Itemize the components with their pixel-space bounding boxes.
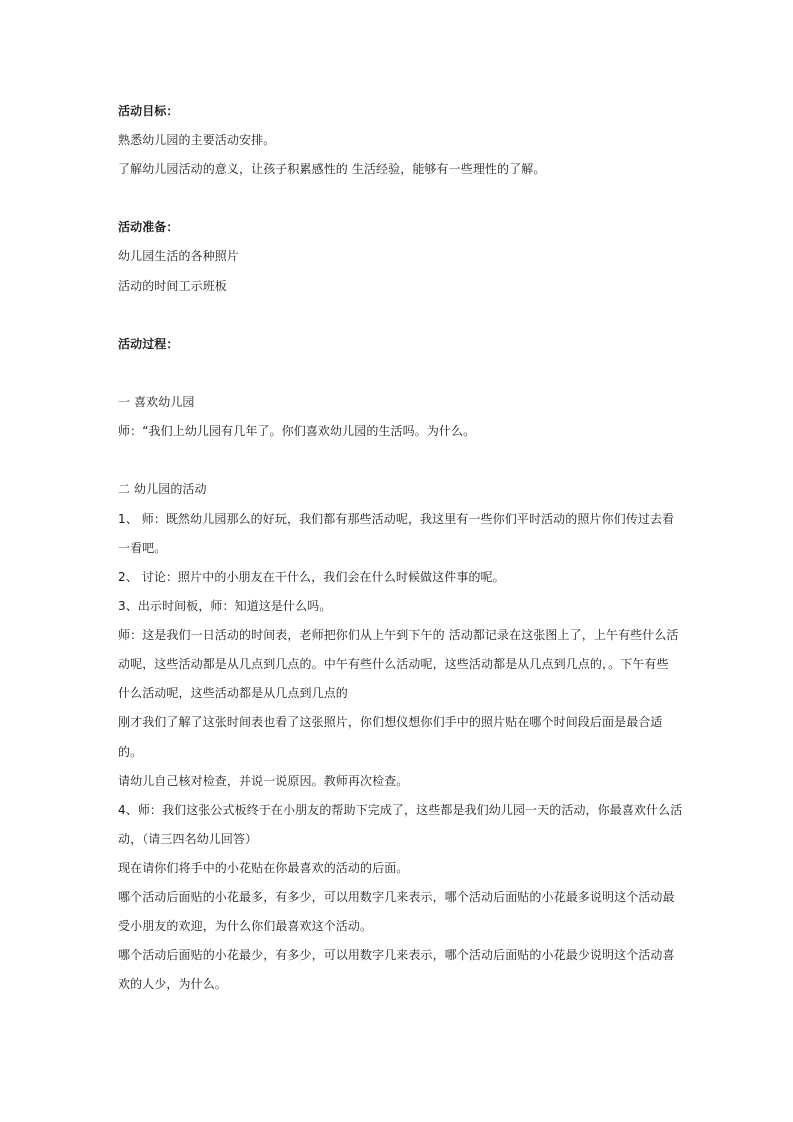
- part2-line-15: 受小朋友的欢迎，为什么你们最喜欢这个活动。: [118, 919, 373, 933]
- part2-line-7: 什么活动呢，这些活动都是从几点到几点的: [118, 686, 348, 700]
- prep-line-1: 幼儿园生活的各种照片: [118, 249, 240, 263]
- part2-line-1: 1、 师：既然幼儿园那么的好玩，我们都有那些活动呢，我这里有一些你们平时活动的照片你们传过去看: [118, 512, 675, 526]
- part2-line-14: 哪个活动后面贴的小花最多，有多少，可以用数字几来表示，哪个活动后面贴的小花最多说明这个活动最: [118, 890, 675, 904]
- part2-line-8: 刚才我们了解了这张时间表也看了这张照片，你们想仪想你们手中的照片贴在哪个时间段后面是最合适: [118, 715, 663, 729]
- part2-line-2: 一看吧。: [118, 541, 167, 555]
- goal-line-2: 了解幼儿园活动的意义，让孩子积累感性的 生活经验，能够有一些理性的了解。: [118, 162, 546, 176]
- part2-title: 二 幼儿园的活动: [118, 482, 207, 496]
- part2-line-5: 师：这是我们一日活动的时间表，老师把你们从上午到下午的 活动都记录在这张图上了，上午有些什么活: [118, 628, 679, 642]
- part1-line: 师：“我们上幼儿园有几年了。你们喜欢幼儿园的生活吗。为什么。: [118, 424, 476, 438]
- part2-line-9: 的。: [118, 745, 143, 759]
- part2-line-16: 哪个活动后面贴的小花最少，有多少，可以用数字几来表示，哪个活动后面贴的小花最少说明这个活动喜: [118, 948, 675, 962]
- part1-title: 一 喜欢幼儿园: [118, 395, 195, 409]
- prep-line-2: 活动的时间工示班板: [118, 279, 227, 293]
- part2-line-11: 4、师：我们这张公式板终于在小朋友的帮助下完成了，这些都是我们幼儿园一天的活动，你最喜欢什么活: [118, 803, 683, 817]
- part2-line-6: 动呢，这些活动都是从几点到几点的。中午有些什么活动呢，这些活动都是从几点到几点的，。下午有些: [118, 657, 669, 671]
- process-heading: 活动过程：: [118, 337, 179, 351]
- prep-heading: 活动准备：: [118, 220, 179, 234]
- goal-heading: 活动目标：: [118, 104, 179, 118]
- part2-line-13: 现在请你们将手中的小花贴在你最喜欢的活动的后面。: [118, 861, 409, 875]
- goal-line-1: 熟悉幼儿园的主要活动安排。: [118, 133, 276, 147]
- part2-line-3: 2、 讨论：照片中的小朋友在干什么，我们会在什么时候做这件事的呢。: [118, 570, 505, 584]
- part2-line-10: 请幼儿自己核对检查，并说一说原因。教师再次检查。: [118, 774, 409, 788]
- part2-line-12: 动，（请三四名幼儿回答）: [118, 832, 258, 846]
- part2-line-17: 欢的人少，为什么。: [118, 977, 227, 991]
- part2-line-4: 3、出示时间板，师：知道这是什么吗。: [118, 599, 332, 613]
